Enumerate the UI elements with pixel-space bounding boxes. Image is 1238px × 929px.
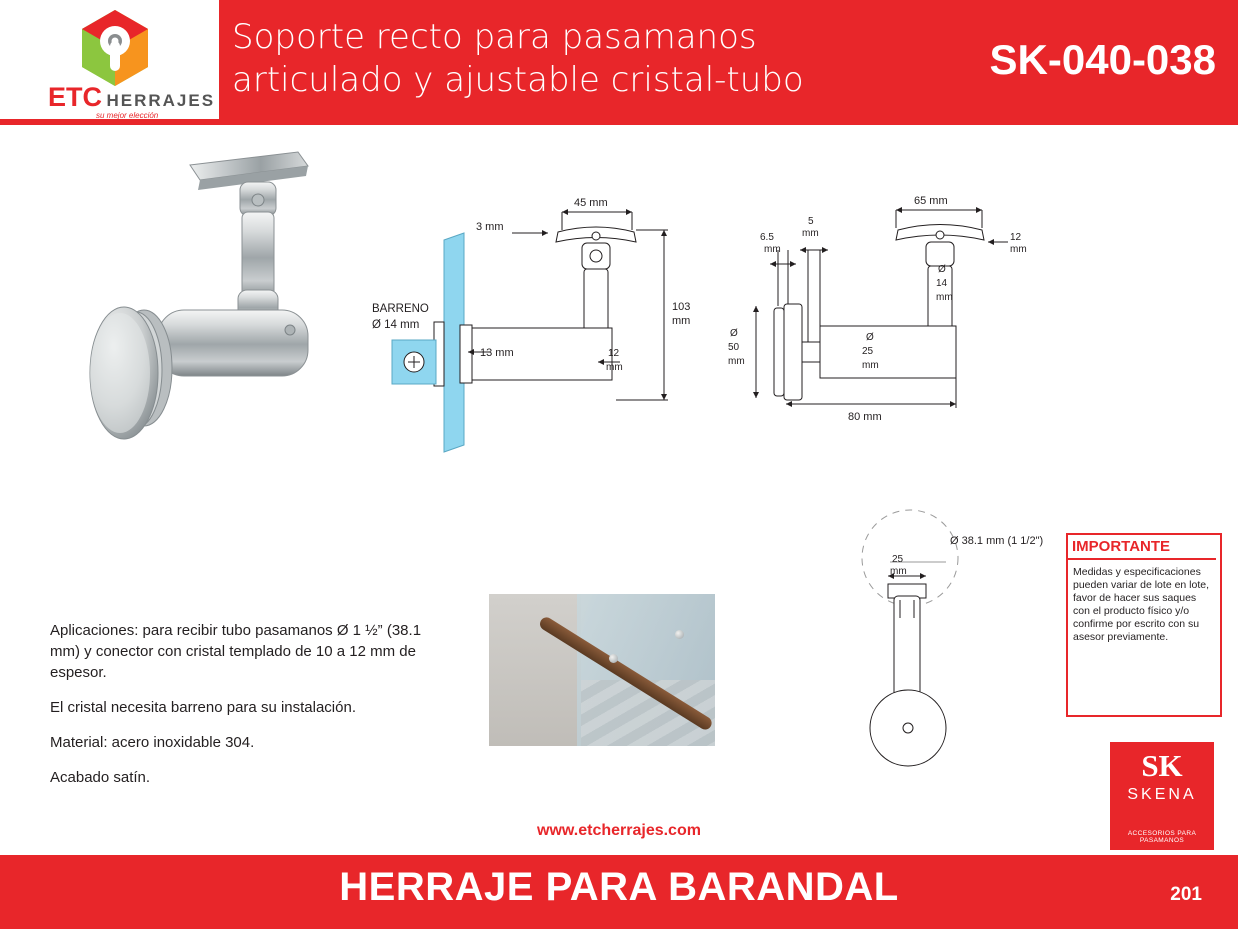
page-title [232,16,912,102]
tube-view-drawing [830,500,1060,800]
skena-monogram: SK [1141,748,1183,783]
skena-name: SKENA [1127,786,1197,803]
dim-5-b: mm [802,228,819,239]
dim-103-b: mm [672,315,691,327]
photo-bracket-1 [609,654,618,663]
page-title-line1: Soporte recto para pasamanos [232,17,757,57]
description-block [50,620,450,802]
dim-45: 45 mm [574,197,608,209]
logo-tagline: su mejor elección [96,111,159,120]
dim-25-a: 25 [892,554,904,565]
importante-divider [1068,558,1216,560]
description-line-1: Aplicaciones: para recibir tubo pasamanos Ø 1 ½” (38.1 mm) y conector con cristal templado de 10 a 12 mm de espesor. [50,622,422,681]
logo-brand-sub: HERRAJES [106,91,216,110]
dim-103-a: 103 [672,301,691,313]
page-title-line2: articulado y ajustable cristal-tubo [232,60,804,100]
dim-5-a: 5 [808,216,814,227]
photo-bracket-2 [675,630,684,639]
dim-d50-a: Ø [730,328,738,339]
dim-d25-c: mm [862,360,879,371]
skena-subtitle: ACCESORIOS PARA PASAMANOS [1127,830,1197,844]
description-line-2: El cristal necesita barreno para su instalación. [50,699,356,716]
logo-text [48,82,218,120]
dim-d50-c: mm [728,356,745,367]
description-line-3: Material: acero inoxidable 304. [50,734,255,751]
dim-3: 3 mm [476,221,504,233]
description-line-4: Acabado satín. [50,769,151,786]
dim-80: 80 mm [848,411,882,423]
etc-logo [42,8,216,120]
dim-65s-b: mm [764,244,781,255]
dim-12-side-b: mm [1010,244,1027,255]
photo-wall [489,594,581,746]
dim-12-side-a: 12 [1010,232,1022,243]
dim-d14-c: mm [936,292,953,303]
dim-d14-b: 14 [936,278,948,289]
dim-d25-b: 25 [862,346,874,357]
dim-d25-a: Ø [866,332,874,343]
logo-hex-icon [78,8,152,88]
dim-13: 13 mm [480,347,514,359]
footer-title: HERRAJE PARA BARANDAL [339,865,899,909]
product-render [40,130,370,470]
dim-12-b: mm [606,362,623,373]
dim-d50-b: 50 [728,342,740,353]
dim-25-b: mm [890,566,907,577]
dim-65s-a: 6.5 [760,232,774,243]
dim-381: Ø 38.1 mm (1 1/2") [950,535,1044,547]
front-view-drawing [372,180,712,480]
logo-brand: ETC [48,82,102,112]
website-link[interactable]: www.etcherrajes.com [537,822,701,839]
barreno-label: BARRENO [372,303,429,315]
dim-12-a: 12 [608,348,620,359]
dim-65: 65 mm [914,195,948,207]
barreno-value: Ø 14 mm [372,319,420,331]
footer-page-number: 201 [1170,884,1202,905]
dim-d14-a: Ø [938,264,946,275]
side-view-drawing [716,180,1036,440]
installation-photo [489,594,715,746]
importante-title: IMPORTANTE [1072,538,1171,555]
importante-body: Medidas y especificaciones pueden variar de lote en lote, favor de hacer sus saques con el producto físico y/o confirme por escrito con su asesor previamente. [1073,566,1210,643]
product-code: SK-040-038 [989,36,1216,83]
